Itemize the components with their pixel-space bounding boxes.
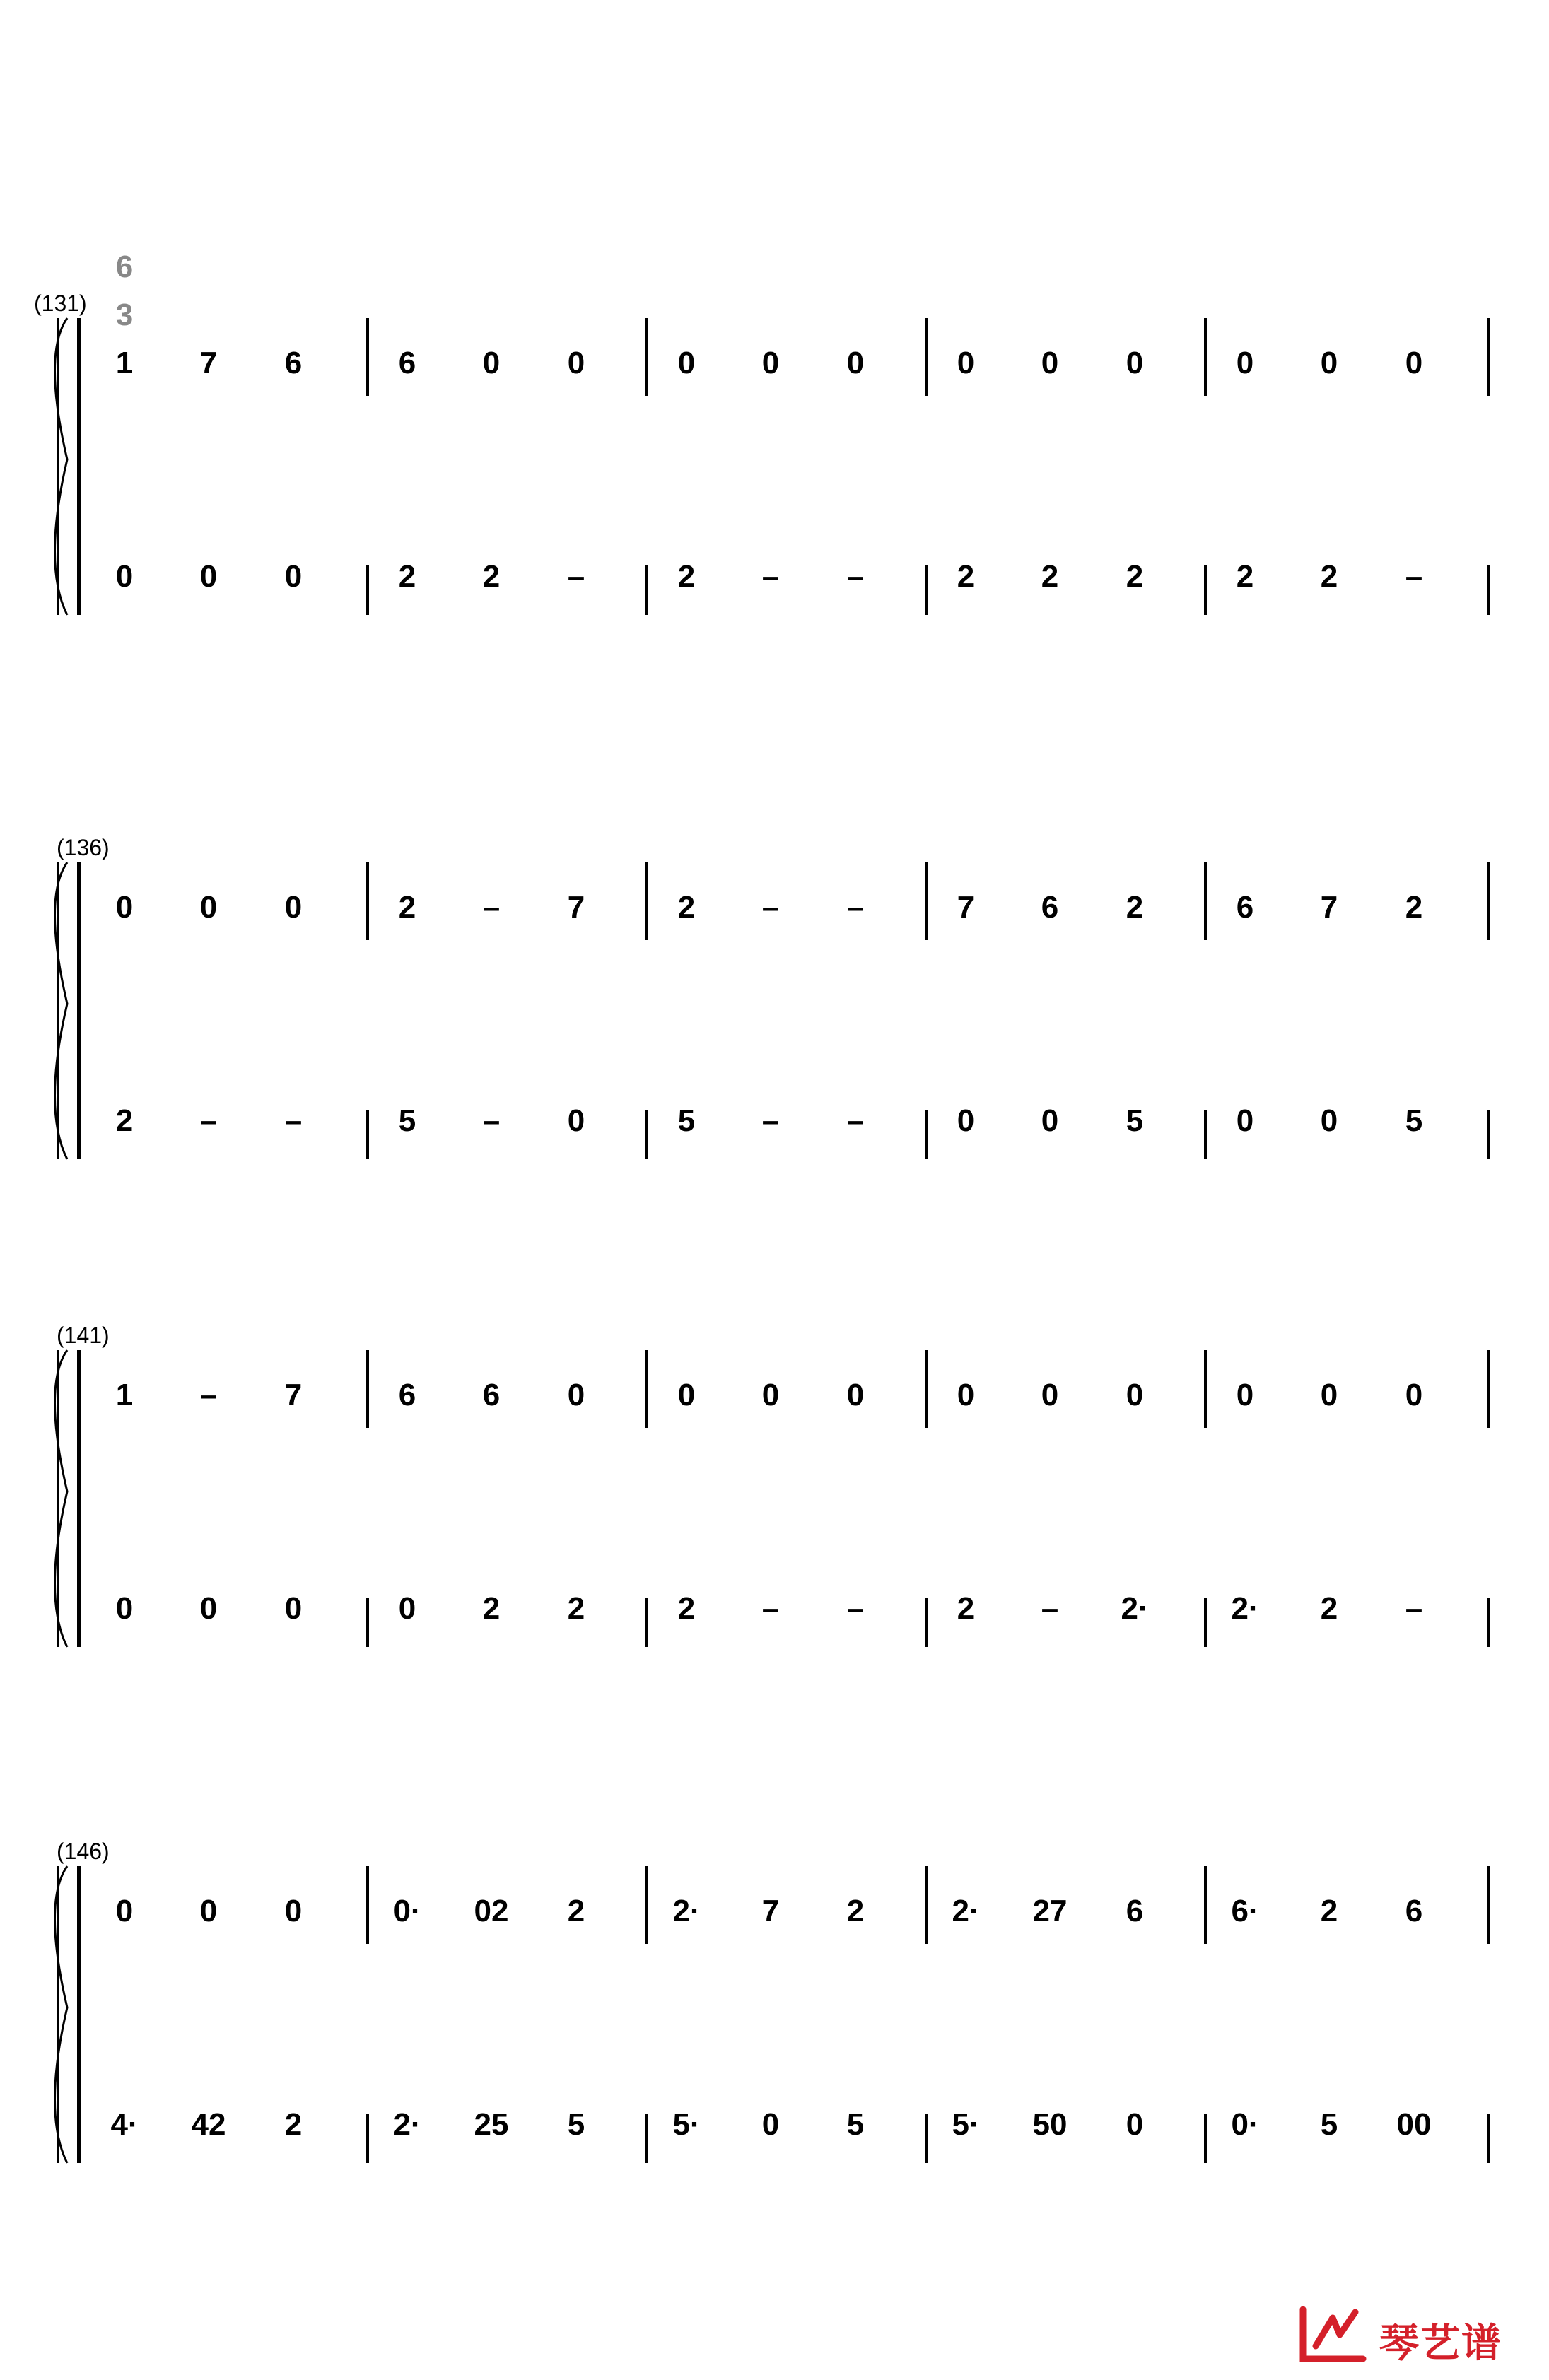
treble-note: 1 [115,346,134,380]
treble-note: 0 [846,346,865,380]
bass-note: – [761,1591,780,1626]
treble-note: 7 [761,1894,780,1928]
treble-note: 2· [952,1894,980,1928]
bass-note: 2 [1126,559,1144,594]
bass-note: 5 [677,1103,696,1138]
treble-note: 0 [482,346,501,380]
treble-note: 0 [1405,346,1423,380]
measure-number: (146) [57,1839,110,1864]
measure-number: (141) [57,1323,110,1348]
bass-note: – [1041,1591,1059,1626]
treble-note: 0 [284,1894,303,1928]
treble-note: 0 [199,890,218,925]
bass-note: 0 [567,1103,585,1138]
bass-note: 5 [846,2107,865,2142]
treble-note: – [199,1378,218,1412]
bass-note: 00 [1396,2107,1432,2142]
bass-note: 5· [952,2107,980,2142]
bass-note: 4· [110,2107,139,2142]
treble-note: 7 [1320,890,1338,925]
bass-note: – [199,1103,218,1138]
brand-name: 琴艺谱 [1379,2321,1502,2367]
bass-note: 2 [1041,559,1059,594]
bass-note: 2 [482,1591,501,1626]
bass-note: 5 [1405,1103,1423,1138]
treble-note: 7 [567,890,585,925]
treble-note: 2 [1405,890,1423,925]
bass-note: – [1405,1591,1423,1626]
bass-note: 0 [199,1591,218,1626]
bass-note: – [846,1591,865,1626]
treble-note: 2 [1320,1894,1338,1928]
treble-note: 2· [672,1894,701,1928]
treble-note: 0 [1041,1378,1059,1412]
treble-note: – [482,890,501,925]
treble-note: 0 [1041,346,1059,380]
bass-note: 2 [677,1591,696,1626]
bass-note: – [846,559,865,594]
treble-note: 6· [1231,1894,1259,1928]
treble-note: 2 [398,890,416,925]
piano-logo-icon [1296,2302,1374,2366]
bass-note: – [567,559,585,594]
treble-note: 27 [1032,1894,1068,1928]
bass-note: 0 [284,1591,303,1626]
bass-note: 0 [1320,1103,1338,1138]
treble-note: 1 [115,1378,134,1412]
treble-note: 2 [846,1894,865,1928]
bass-note: 0 [957,1103,975,1138]
bass-note: 0 [761,2107,780,2142]
treble-note: 0 [846,1378,865,1412]
bass-note: 2 [115,1103,134,1138]
treble-note: 0 [761,346,780,380]
treble-note: 0 [1126,346,1144,380]
bass-note: 2 [1320,559,1338,594]
treble-note: 0 [1126,1378,1144,1412]
treble-note: 0 [567,346,585,380]
bass-note: 50 [1032,2107,1068,2142]
treble-note: 0 [284,890,303,925]
treble-note: 7 [957,890,975,925]
bass-note: 0 [284,559,303,594]
bass-note: – [284,1103,303,1138]
treble-note: 6 [1126,1894,1144,1928]
treble-note: 0 [1320,1378,1338,1412]
bass-note: 2· [1121,1591,1149,1626]
bass-note: 5 [567,2107,585,2142]
treble-note: 6 [398,346,416,380]
treble-note: 02 [474,1894,509,1928]
treble-note: – [761,890,780,925]
bass-note: – [761,559,780,594]
bass-note: 2 [398,559,416,594]
treble-note: 2 [567,1894,585,1928]
treble-note: 0 [199,1894,218,1928]
treble-note: – [846,890,865,925]
treble-note: 0· [393,1894,421,1928]
treble-note: 6 [1041,890,1059,925]
treble-note: 0 [677,1378,696,1412]
treble-note: 6 [1236,890,1254,925]
measure-number: (136) [57,835,110,860]
bass-note: 5 [398,1103,416,1138]
bass-note: 42 [191,2107,226,2142]
treble-note: 7 [284,1378,303,1412]
bass-note: 5 [1126,1103,1144,1138]
bass-note: 0 [115,1591,134,1626]
treble-note: 0 [957,1378,975,1412]
bass-note: 0 [1126,2107,1144,2142]
bass-note: 2· [393,2107,421,2142]
bass-note: – [482,1103,501,1138]
bass-note: 2 [284,2107,303,2142]
treble-note: 0 [1236,1378,1254,1412]
bass-note: 5· [672,2107,701,2142]
treble-note: 0 [115,890,134,925]
bass-note: 2 [482,559,501,594]
bass-note: 0 [398,1591,416,1626]
bass-note: 2 [677,559,696,594]
treble-note: 7 [199,346,218,380]
bass-note: – [846,1103,865,1138]
treble-note: 2 [677,890,696,925]
treble-note: 0 [1320,346,1338,380]
treble-note: 2 [1126,890,1144,925]
treble-note: 0 [957,346,975,380]
bass-note: 0 [1041,1103,1059,1138]
bass-note: 2 [957,1591,975,1626]
treble-note: 0 [115,1894,134,1928]
treble-note: 0 [761,1378,780,1412]
treble-note: 6 [284,346,303,380]
treble-note: 6 [1405,1894,1423,1928]
bass-note: – [1405,559,1423,594]
bass-note: 2 [1236,559,1254,594]
treble-note: 6 [398,1378,416,1412]
bass-note: 2 [1320,1591,1338,1626]
bass-note: 0 [115,559,134,594]
treble-note: 3 [115,298,134,332]
treble-note: 0 [1236,346,1254,380]
bass-note: 2 [957,559,975,594]
treble-note: 6 [115,250,134,284]
treble-note: 0 [567,1378,585,1412]
measure-number: (131) [34,291,87,316]
treble-note: 0 [677,346,696,380]
bass-note: 0 [1236,1103,1254,1138]
bass-note: 0 [199,559,218,594]
bass-note: 2· [1231,1591,1259,1626]
bass-note: 2 [567,1591,585,1626]
brand-logo [1296,2302,1529,2366]
bass-note: – [761,1103,780,1138]
bass-note: 0· [1231,2107,1259,2142]
bass-note: 5 [1320,2107,1338,2142]
treble-note: 6 [482,1378,501,1412]
treble-note: 0 [1405,1378,1423,1412]
bass-note: 25 [474,2107,509,2142]
